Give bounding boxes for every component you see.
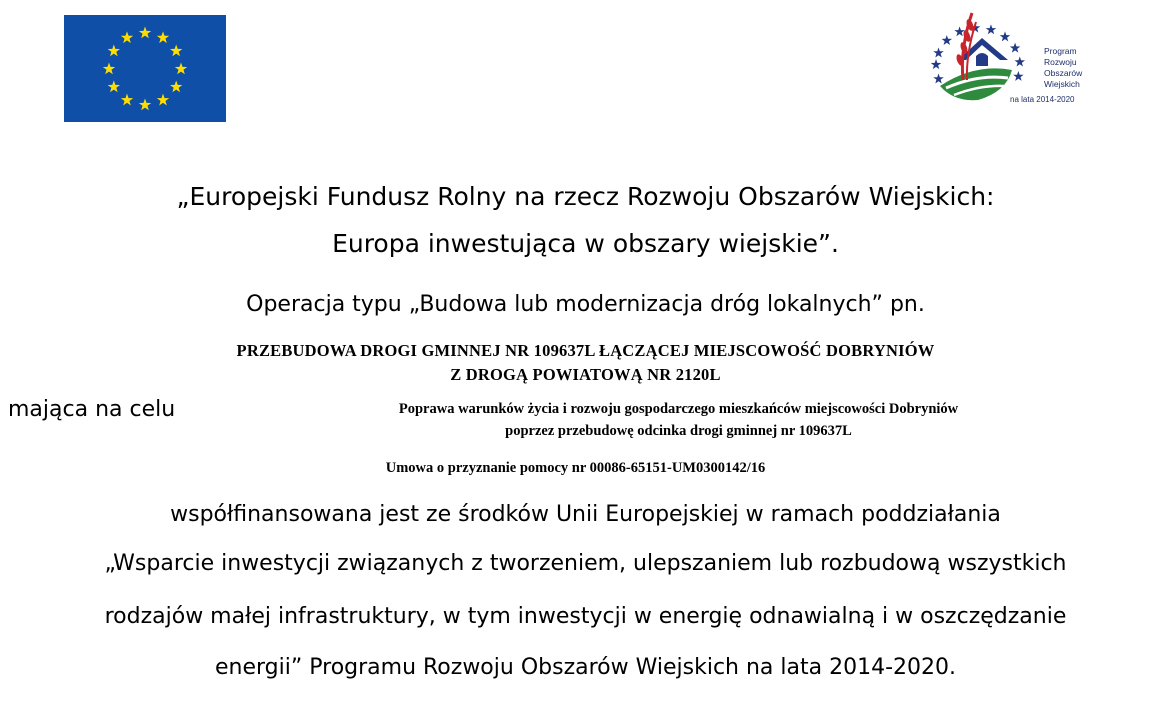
measure-line-3: energii” Programu Rozwoju Obszarów Wiejskich na lata 2014-2020.	[215, 655, 956, 680]
prow-text-line-3: Obszarów	[1044, 68, 1083, 78]
contract-number: Umowa o przyznanie pomocy nr 00086-65151-UM0300142/16	[385, 460, 766, 476]
prow-door-icon	[976, 53, 988, 66]
eu-flag-icon	[64, 15, 226, 122]
prow-star-icon	[942, 35, 952, 45]
prow-star-icon	[933, 48, 943, 58]
aim-text-line-2: poprzez przebudowę odcinka drogi gminnej nr 109637L	[505, 423, 852, 439]
prow-text-line-4: Wiejskich	[1044, 79, 1080, 89]
prow-star-icon	[954, 26, 964, 36]
prow-star-icon	[1015, 57, 1025, 67]
prow-star-icon	[1013, 71, 1023, 81]
aim-text-line-1: Poprawa warunków życia i rozwoju gospodarczego mieszkańców miejscowości Dobryniów	[398, 401, 959, 417]
eu-flag-logo	[64, 15, 226, 122]
prow-field-icon	[940, 68, 1012, 100]
project-name-line-1: PRZEBUDOWA DROGI GMINNEJ NR 109637L ŁĄCZĄCEJ MIEJSCOWOŚĆ DOBRYNIÓW	[236, 341, 935, 360]
operation-type-line: Operacja typu „Budowa lub modernizacja dróg lokalnych” pn.	[246, 292, 925, 317]
measure-line-2: rodzajów małej infrastruktury, w tym inwestycji w energię odnawialną i w oszczędzanie	[104, 604, 1067, 629]
aim-label: mająca na celu	[8, 397, 176, 422]
prow-star-icon	[1010, 43, 1020, 53]
project-name-line-2: Z DROGĄ POWIATOWĄ NR 2120L	[450, 365, 721, 384]
title-line-1: „Europejski Fundusz Rolny na rzecz Rozwoju Obszarów Wiejskich:	[176, 182, 995, 211]
prow-star-icon	[931, 59, 941, 69]
prow-text-line-2: Rozwoju	[1044, 57, 1077, 67]
prow-star-icon	[986, 24, 996, 34]
prow-star-icon	[1000, 31, 1010, 41]
prow-logo	[920, 8, 1100, 118]
prow-text-line-1: Program	[1044, 46, 1077, 56]
title-line-2: Europa inwestująca w obszary wiejskie”.	[332, 229, 839, 258]
prow-period: na lata 2014-2020	[1010, 95, 1075, 104]
measure-line-1: „Wsparcie inwestycji związanych z tworzeniem, ulepszaniem lub rozbudową wszystkich	[104, 551, 1067, 576]
prow-star-icon	[933, 74, 943, 84]
cofinancing-line: współfinansowana jest ze środków Unii Europejskiej w ramach poddziałania	[170, 502, 1001, 527]
